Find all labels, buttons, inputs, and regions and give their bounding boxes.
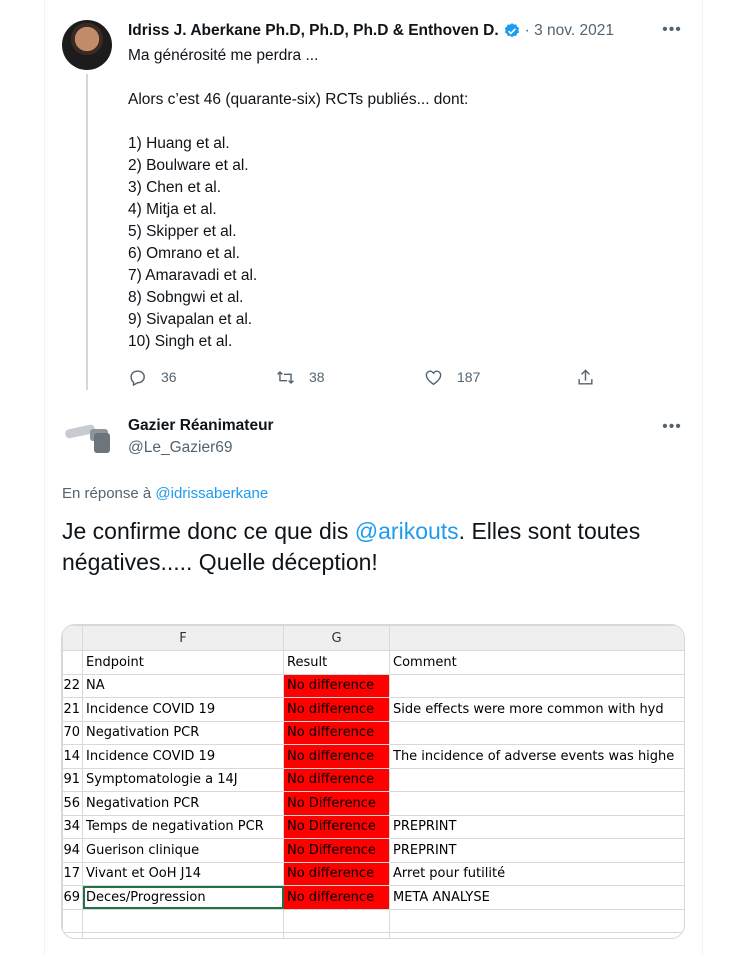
tweet-line: 9) Sivapalan et al. (128, 311, 253, 328)
retweet-button[interactable] (276, 366, 325, 388)
tweet-body (128, 45, 468, 353)
row-number: 91 (63, 768, 83, 792)
endpoint-cell: Symptomatologie a 14J (83, 768, 284, 792)
comment-cell: The incidence of adverse events was highe (390, 745, 685, 769)
row-number: 22 (63, 674, 83, 698)
reply-context (62, 485, 268, 502)
author-name[interactable]: Idriss J. Aberkane Ph.D, Ph.D, Ph.D & Enthoven D. (128, 22, 499, 39)
like-count: 187 (457, 369, 481, 385)
tweet-header (128, 20, 614, 42)
comment-cell (390, 721, 685, 745)
tweet-line: 2) Boulware et al. (128, 157, 249, 174)
empty-cell (63, 933, 83, 940)
spreadsheet-table (62, 625, 685, 939)
result-cell: No difference (284, 886, 390, 910)
retweet-count: 38 (309, 369, 325, 385)
result-cell: No Difference (284, 792, 390, 816)
row-number: 21 (63, 698, 83, 722)
tweet-text-part: . Elles sont toutes négatives..... Quelle déception! (62, 518, 641, 575)
table-row (63, 674, 685, 698)
comment-cell (390, 792, 685, 816)
row-number: 69 (63, 886, 83, 910)
avatar-laryngoscope-image[interactable] (62, 415, 112, 455)
empty-cell (284, 933, 390, 940)
tweet-line: 6) Omrano et al. (128, 245, 240, 262)
comment-cell: PREPRINT (390, 815, 685, 839)
reply-count: 36 (161, 369, 177, 385)
reply-icon (128, 368, 147, 387)
endpoint-cell: Negativation PCR (83, 721, 284, 745)
tweet-line: Ma générosité me perdra ... (128, 47, 319, 64)
retweet-icon (276, 368, 295, 387)
row-number: 34 (63, 815, 83, 839)
empty-cell (390, 933, 685, 940)
reply-button[interactable] (128, 366, 177, 388)
table-row (63, 839, 685, 863)
empty-row (63, 933, 685, 940)
row-number: 17 (63, 862, 83, 886)
result-cell: No Difference (284, 839, 390, 863)
endpoint-cell-selected: Deces/Progression (83, 886, 284, 910)
table-row (63, 721, 685, 745)
row-number: 14 (63, 745, 83, 769)
empty-cell (284, 909, 390, 933)
spreadsheet-image[interactable] (61, 624, 685, 939)
mention-link[interactable]: @arikouts (354, 518, 459, 544)
table-row (63, 698, 685, 722)
reply-prefix: En réponse à (62, 485, 152, 502)
header-cell: Comment (390, 651, 685, 675)
result-cell: No difference (284, 768, 390, 792)
result-cell: No difference (284, 698, 390, 722)
result-cell: No difference (284, 862, 390, 886)
tweet-line: 7) Amaravadi et al. (128, 267, 258, 284)
corner-cell (63, 626, 83, 651)
row-number (63, 651, 83, 675)
endpoint-cell: Incidence COVID 19 (83, 745, 284, 769)
like-button[interactable] (424, 366, 480, 388)
column-letter (390, 626, 685, 651)
empty-row (63, 909, 685, 933)
tweet-line: 1) Huang et al. (128, 135, 230, 152)
row-number: 56 (63, 792, 83, 816)
comment-cell: PREPRINT (390, 839, 685, 863)
result-cell: No Difference (284, 815, 390, 839)
endpoint-cell: Temps de negativation PCR (83, 815, 284, 839)
tweet-line (128, 67, 468, 89)
result-cell: No difference (284, 674, 390, 698)
tweet-text (62, 516, 692, 578)
comment-cell: Arret pour futilité (390, 862, 685, 886)
endpoint-cell: Negativation PCR (83, 792, 284, 816)
tweet-line: 3) Chen et al. (128, 179, 222, 196)
row-number: 94 (63, 839, 83, 863)
comment-cell: Side effects were more common with hyd (390, 698, 685, 722)
table-row (63, 768, 685, 792)
timeline-border-left (44, 0, 45, 955)
column-letter: G (284, 626, 390, 651)
empty-cell (390, 909, 685, 933)
more-options-icon[interactable]: ••• (662, 21, 682, 38)
more-options-icon[interactable]: ••• (662, 418, 682, 435)
tweet-line: 10) Singh et al. (128, 333, 233, 350)
thread-connector-line (86, 74, 88, 390)
empty-cell (83, 909, 284, 933)
endpoint-cell: Incidence COVID 19 (83, 698, 284, 722)
header-row (63, 651, 685, 675)
header-cell: Result (284, 651, 390, 675)
share-button[interactable] (576, 366, 609, 388)
result-cell: No difference (284, 721, 390, 745)
tweet-date[interactable]: · 3 nov. 2021 (524, 22, 614, 39)
tweet-line (128, 111, 468, 133)
result-cell: No difference (284, 745, 390, 769)
column-letter-row (63, 626, 685, 651)
table-row (63, 815, 685, 839)
table-row (63, 792, 685, 816)
table-row (63, 886, 685, 910)
heart-icon (424, 368, 443, 387)
endpoint-cell: NA (83, 674, 284, 698)
timeline-border-right (702, 0, 703, 955)
column-letter: F (83, 626, 284, 651)
table-row (63, 745, 685, 769)
comment-cell: META ANALYSE (390, 886, 685, 910)
tweet-text-part: Je confirme donc ce que dis (62, 518, 355, 544)
author-name[interactable]: Gazier Réanimateur (128, 417, 274, 434)
row-number: 70 (63, 721, 83, 745)
share-icon (576, 368, 595, 387)
endpoint-cell: Guerison clinique (83, 839, 284, 863)
tweet-line: 8) Sobngwi et al. (128, 289, 244, 306)
table-row (63, 862, 685, 886)
comment-cell (390, 674, 685, 698)
empty-cell (83, 933, 284, 940)
tweet-line: 5) Skipper et al. (128, 223, 237, 240)
author-handle[interactable]: @Le_Gazier69 (128, 439, 233, 456)
tweet-line: 4) Mitja et al. (128, 201, 217, 218)
empty-cell (63, 909, 83, 933)
reply-to-link[interactable]: @idrissaberkane (155, 485, 269, 502)
comment-cell (390, 768, 685, 792)
avatar[interactable] (62, 20, 112, 70)
endpoint-cell: Vivant et OoH J14 (83, 862, 284, 886)
verified-badge-icon (503, 22, 521, 40)
header-cell: Endpoint (83, 651, 284, 675)
tweet-line: Alors c’est 46 (quarante-six) RCTs publiés... dont: (128, 91, 469, 108)
